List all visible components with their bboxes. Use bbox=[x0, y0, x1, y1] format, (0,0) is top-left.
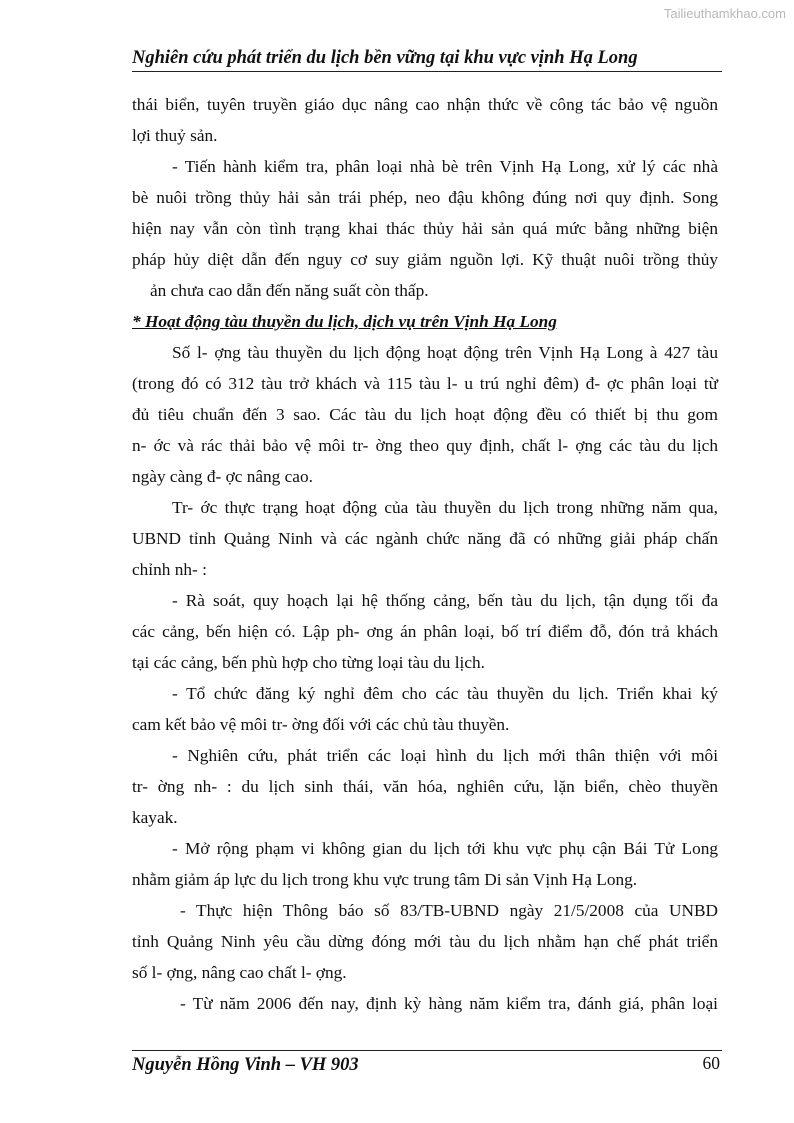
text-line: Số l- ợng tàu thuyền du lịch động hoạt động trên Vịnh Hạ Long à 427 tàu bbox=[172, 343, 718, 362]
footer-author: Nguyễn Hồng Vinh – VH 903 bbox=[132, 1055, 359, 1075]
text-line: pháp hủy diệt dẫn đến nguy cơ suy giảm nguồn lợi. Kỹ thuật nuôi trồng thủy bbox=[132, 250, 718, 269]
text-line: ngày càng đ- ợc nâng cao. bbox=[132, 467, 313, 486]
text-line: ản chưa cao dẫn đến năng suất còn thấp. bbox=[150, 281, 429, 300]
text-line: - Tiến hành kiểm tra, phân loại nhà bè trên Vịnh Hạ Long, xử lý các nhà bbox=[172, 157, 718, 176]
text-line: lợi thuỷ sản. bbox=[132, 126, 218, 145]
header-divider bbox=[132, 71, 722, 72]
text-line: - Tổ chức đăng ký nghỉ đêm cho các tàu thuyền du lịch. Triển khai ký bbox=[172, 684, 718, 703]
watermark: Tailieuthamkhao.com bbox=[663, 6, 786, 21]
text-line: cam kết bảo vệ môi tr- ờng đối với các chủ tàu thuyền. bbox=[132, 715, 510, 734]
text-line: n- ớc và rác thải bảo vệ môi tr- ờng theo quy định, chất l- ợng các tàu du lịch bbox=[132, 436, 718, 455]
text-line: đủ tiêu chuẩn đến 3 sao. Các tàu du lịch hoạt động đều có thiết bị thu gom bbox=[132, 405, 718, 424]
text-line: - Thực hiện Thông báo số 83/TB-UBND ngày 21/5/2008 của UNBD bbox=[180, 901, 718, 920]
text-line: tr- ờng nh- : du lịch sinh thái, văn hóa, nghiên cứu, lặn biển, chèo thuyền bbox=[132, 777, 718, 796]
text-line: - Rà soát, quy hoạch lại hệ thống cảng, bến tàu du lịch, tận dụng tối đa bbox=[172, 591, 718, 610]
text-line: chỉnh nh- : bbox=[132, 560, 207, 579]
text-line: các cảng, bến hiện có. Lập ph- ơng án phân loại, bố trí điểm đỗ, đón trả khách bbox=[132, 622, 718, 641]
text-line: UBND tỉnh Quảng Ninh và các ngành chức năng đã có những giải pháp chấn bbox=[132, 529, 718, 548]
text-line: nhằm giảm áp lực du lịch trong khu vực trung tâm Di sản Vịnh Hạ Long. bbox=[132, 870, 638, 889]
text-line: hiện nay vẫn còn tình trạng khai thác thủy hải sản quá mức bằng những biện bbox=[132, 219, 718, 238]
text-line: thái biển, tuyên truyền giáo dục nâng cao nhận thức về công tác bảo vệ nguồn bbox=[132, 95, 718, 114]
text-line: - Nghiên cứu, phát triển các loại hình du lịch mới thân thiện với môi bbox=[172, 746, 718, 765]
section-heading: * Hoạt động tàu thuyền du lịch, dịch vụ trên Vịnh Hạ Long bbox=[132, 312, 557, 331]
text-line: - Mở rộng phạm vi không gian du lịch tới khu vực phụ cận Bái Tử Long bbox=[172, 839, 718, 858]
text-line: kayak. bbox=[132, 808, 178, 827]
text-line: bè nuôi trồng thủy hải sản trái phép, neo đậu không đúng nơi quy định. Song bbox=[132, 188, 718, 207]
page-number: 60 bbox=[702, 1053, 720, 1073]
text-line: (trong đó có 312 tàu trở khách và 115 tàu l- u trú nghỉ đêm) đ- ợc phân loại từ bbox=[132, 374, 718, 393]
footer-divider bbox=[132, 1050, 722, 1051]
text-line: Tr- ớc thực trạng hoạt động của tàu thuyền du lịch trong những năm qua, bbox=[172, 498, 718, 517]
text-line: số l- ợng, nâng cao chất l- ợng. bbox=[132, 963, 347, 982]
text-line: - Từ năm 2006 đến nay, định kỳ hàng năm kiểm tra, đánh giá, phân loại bbox=[180, 994, 718, 1013]
text-line: tỉnh Quảng Ninh yêu cầu dừng đóng mới tàu du lịch nhằm hạn chế phát triển bbox=[132, 932, 718, 951]
text-line: tại các cảng, bến phù hợp cho từng loại tàu du lịch. bbox=[132, 653, 485, 672]
running-header-title: Nghiên cứu phát triển du lịch bền vững tại khu vực vịnh Hạ Long bbox=[132, 48, 638, 68]
